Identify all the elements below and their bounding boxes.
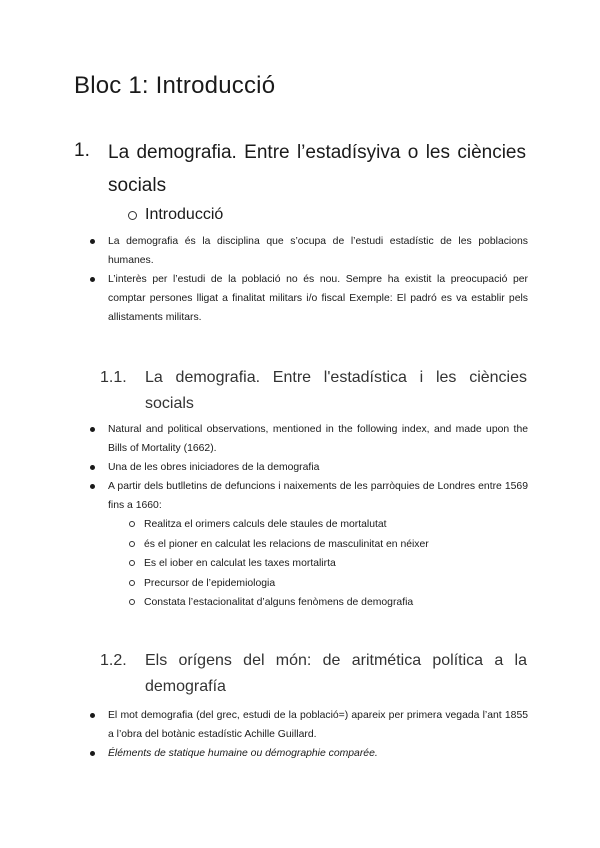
hollow-circle-bullet-icon	[129, 580, 135, 586]
section-1-bullet-list	[88, 232, 528, 327]
section-1-1-number: 1.1.	[100, 369, 127, 386]
bullet-dot-icon	[90, 465, 95, 470]
section-1-2-heading: Els orígens del món: de aritmética política a la demografía	[145, 652, 527, 695]
bullet-dot-icon	[90, 751, 95, 756]
list-item: A partir dels butlletins de defuncions i naixements de les parròquies de Londres entre 1569 fins a 1660:	[88, 477, 528, 515]
bullet-dot-icon	[90, 427, 95, 432]
hollow-circle-bullet-icon	[129, 521, 135, 527]
list-item: La demografia és la disciplina que s’ocupa de l’estudi estadístic de les poblacions humanes.	[88, 232, 528, 270]
bullet-dot-icon	[90, 277, 95, 282]
bullet-dot-icon	[90, 239, 95, 244]
hollow-circle-bullet-icon	[129, 599, 135, 605]
list-item: és el pioner en calculat les relacions de masculinitat en néixer	[128, 535, 528, 555]
page-title: Bloc 1: Introducció	[74, 72, 276, 99]
list-item: Es el iober en calculat les taxes mortalirta	[128, 554, 528, 574]
intro-subheading	[128, 206, 223, 224]
section-1-1-heading: La demografia. Entre l'estadística i les ciències socials	[145, 369, 527, 412]
list-item: L’interès per l’estudi de la població no és nou. Sempre ha existit la preocupació per comptar persones lligat a finalitat militars i/o fiscal Exemple: El padró es va establir pels allistaments militars.	[88, 270, 528, 327]
section-1-2-number: 1.2.	[100, 652, 127, 669]
hollow-circle-bullet-icon	[129, 560, 135, 566]
bullet-dot-icon	[90, 713, 95, 718]
hollow-circle-bullet-icon	[129, 541, 135, 547]
section-1-1-bullet-list	[88, 420, 528, 515]
section-1-2-bullet-list	[88, 706, 528, 763]
list-item: Precursor de l’epidemiologia	[128, 574, 528, 594]
list-item: El mot demografia (del grec, estudi de la població=) apareix per primera vegada l’ant 1855 a l’obra del botànic estadístic Achille Guillard.	[88, 706, 528, 744]
intro-subheading-label: Introducció	[145, 206, 224, 223]
list-item: Constata l’estacionalitat d’alguns fenòmens de demografia	[128, 593, 528, 613]
section-1-heading: La demografia. Entre l’estadísyiva o les ciències socials	[108, 142, 526, 196]
list-item: Realitza el orimers calculs dele staules de mortalutat	[128, 515, 528, 535]
section-1-1-sub-bullet-list	[128, 515, 528, 613]
hollow-circle-bullet-icon	[128, 211, 137, 220]
section-1-number: 1.	[74, 140, 90, 161]
bullet-dot-icon	[90, 484, 95, 489]
list-item: Éléments de statique humaine ou démographie comparée.	[88, 744, 528, 763]
list-item: Una de les obres iniciadores de la demografia	[88, 458, 528, 477]
list-item: Natural and political observations, mentioned in the following index, and made upon the Bills of Mortality (1662).	[88, 420, 528, 458]
